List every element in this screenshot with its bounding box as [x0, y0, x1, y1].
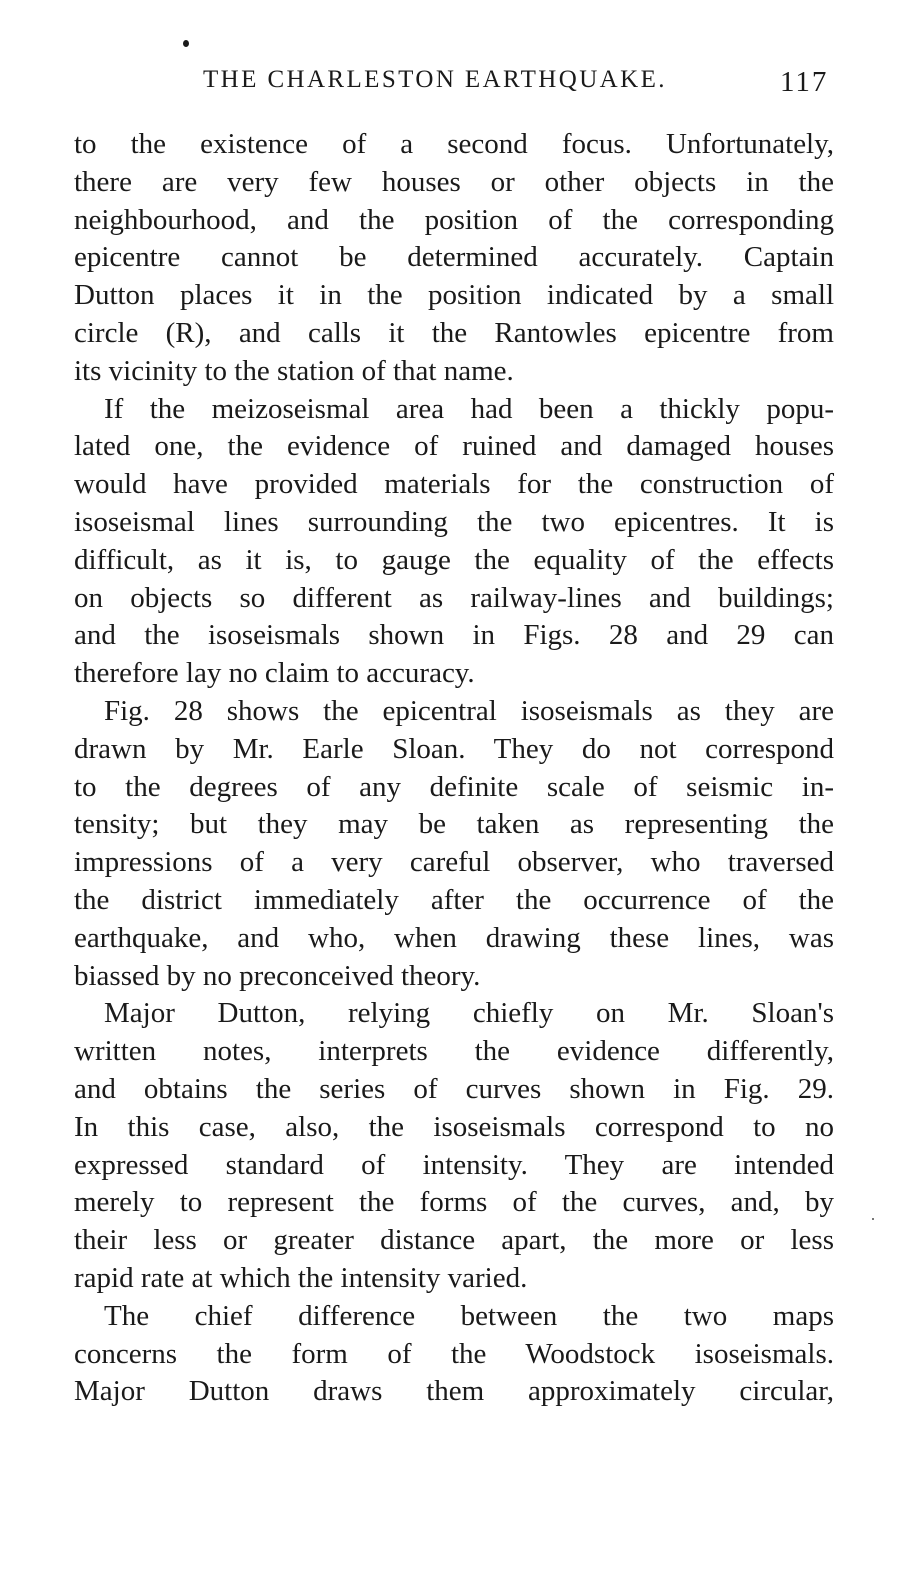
paragraph-2: [74, 391, 834, 693]
running-title: THE CHARLESTON EARTHQUAKE.: [203, 66, 667, 93]
text-line: written notes, interprets the evidence differently,: [74, 1035, 834, 1068]
running-header: [0, 66, 900, 102]
body-text: [74, 126, 834, 1411]
text-line: biassed by no preconceived theory.: [74, 959, 481, 992]
text-line: on objects so different as railway-lines and buildings;: [74, 581, 834, 614]
margin-mark: [872, 1218, 874, 1220]
text-line: drawn by Mr. Earle Sloan. They do not correspond: [74, 732, 834, 765]
text-line: would have provided materials for the construction of: [74, 468, 834, 501]
text-line: neighbourhood, and the position of the corresponding: [74, 203, 834, 236]
text-line: therefore lay no claim to accuracy.: [74, 657, 475, 690]
text-line: to the existence of a second focus. Unfortunately,: [74, 128, 834, 160]
text-line: Major Dutton draws them approximately circular,: [74, 1375, 834, 1408]
text-line: difficult, as it is, to gauge the equality of the effects: [74, 543, 834, 576]
text-line: their less or greater distance apart, the more or less: [74, 1224, 834, 1257]
text-line: Dutton places it in the position indicated by a small: [74, 279, 834, 312]
text-line: there are very few houses or other objects in the: [74, 165, 834, 198]
text-line: The chief difference between the two maps: [104, 1299, 834, 1332]
paragraph-5: [74, 1298, 834, 1411]
text-line: circle (R), and calls it the Rantowles epicentre from: [74, 316, 834, 349]
text-line: epicentre cannot be determined accurately. Captain: [74, 241, 834, 274]
text-line: and obtains the series of curves shown in Fig. 29.: [74, 1072, 834, 1105]
ink-speck: [183, 40, 189, 47]
paragraph-1: [74, 126, 834, 391]
page-number: 117: [780, 66, 829, 98]
text-line: the district immediately after the occurrence of the: [74, 883, 834, 916]
text-line: tensity; but they may be taken as representing the: [74, 808, 834, 841]
text-line: lated one, the evidence of ruined and damaged houses: [74, 430, 834, 463]
text-line: merely to represent the forms of the curves, and, by: [74, 1186, 834, 1219]
text-line: earthquake, and who, when drawing these lines, was: [74, 921, 834, 954]
text-line: isoseismal lines surrounding the two epicentres. It is: [74, 505, 834, 538]
text-line: concerns the form of the Woodstock isoseismals.: [74, 1337, 834, 1370]
text-line: Major Dutton, relying chiefly on Mr. Sloan's: [104, 997, 834, 1030]
text-line: If the meizoseismal area had been a thickly popu-: [104, 392, 834, 425]
text-line: In this case, also, the isoseismals correspond to no: [74, 1110, 834, 1143]
text-line: its vicinity to the station of that name.: [74, 354, 514, 387]
text-line: and the isoseismals shown in Figs. 28 and 29 can: [74, 619, 834, 652]
paragraph-3: [74, 693, 834, 995]
paragraph-4: [74, 995, 834, 1297]
text-line: rapid rate at which the intensity varied.: [74, 1261, 528, 1294]
text-line: Fig. 28 shows the epicentral isoseismals as they are: [104, 694, 834, 727]
text-line: expressed standard of intensity. They are intended: [74, 1148, 834, 1181]
text-line: impressions of a very careful observer, who traversed: [74, 846, 834, 879]
text-line: to the degrees of any definite scale of seismic in-: [74, 770, 834, 803]
